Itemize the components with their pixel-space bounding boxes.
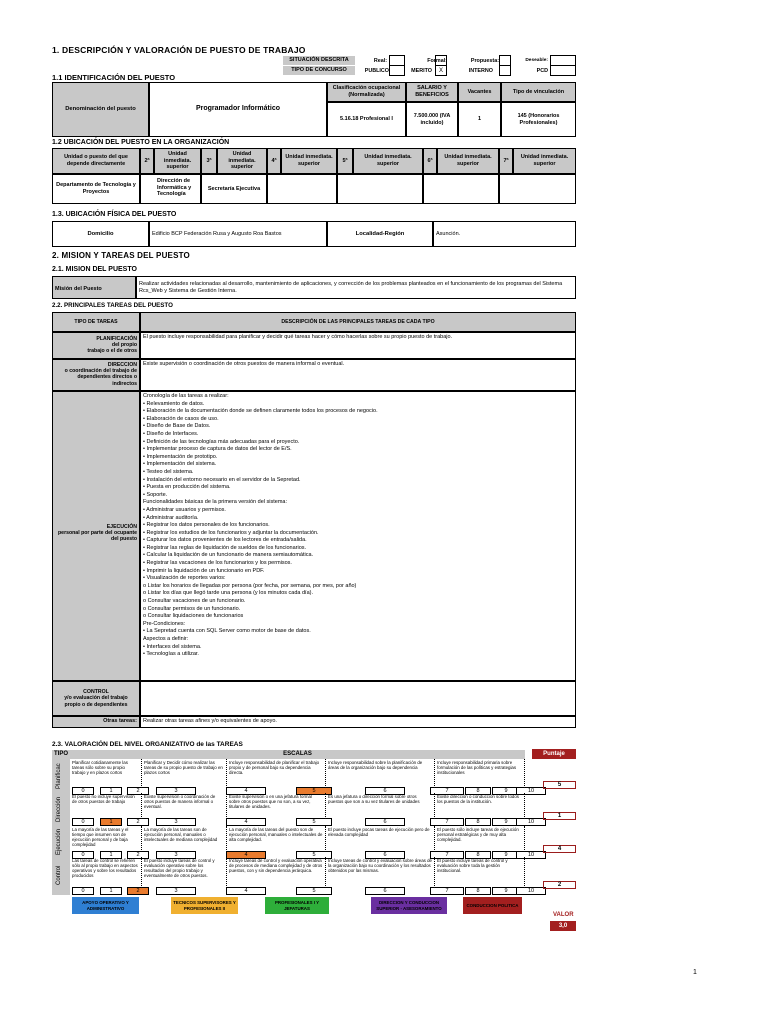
scale-type-cell	[52, 759, 70, 795]
scale-description: El puesto incluye tareas de control y evaluación sobre toda la gestión institucional.	[435, 857, 525, 886]
scale-value-6[interactable]: 6	[365, 887, 405, 895]
otras-value: Realizar otras tareas afines y/o equivalentes de apoyo.	[140, 716, 576, 728]
task-line: • Interfaces del sistema.	[143, 643, 202, 650]
page-title: 1. DESCRIPCIÓN Y VALORACIÓN DE PUESTO DE TRABAJO	[52, 45, 306, 55]
valor-value: 3,0	[550, 921, 576, 931]
propuesta-label: Propuesta:	[470, 58, 499, 64]
scale-value-1[interactable]: 1	[100, 787, 122, 795]
level3-value: Secretaría Ejecutiva	[201, 174, 267, 204]
scale-value-10[interactable]: 10	[516, 818, 546, 826]
vacantes-label: Vacantes	[458, 82, 501, 102]
scale-type-cell	[52, 793, 70, 826]
publico-checkbox[interactable]	[389, 65, 405, 76]
scale-value-0[interactable]: 0	[72, 818, 94, 826]
level-4: 4ª	[267, 148, 281, 174]
scale-value-8[interactable]: 8	[465, 851, 491, 859]
scale-type-label: Planificac	[56, 763, 62, 790]
scale-value-4[interactable]: 4	[226, 851, 266, 859]
unit-value: Departamento de Tecnología y Proyectos	[52, 174, 140, 204]
scale-description: Incluye tareas de control y evaluación operativa de procesos de mediana complejidad y de otros puestos, con y sin dependencia jerárquica.	[227, 857, 326, 886]
scale-description: Existe supervisión o en una jefatura formal sobre otros puestos que no son, a su vez, titulares de unidades.	[227, 793, 326, 817]
task-line: • Implementación de prototipo.	[143, 453, 218, 460]
task-line: • Visualización de reportes varios:	[143, 575, 226, 582]
task-line: • Implementación del sistema.	[143, 461, 217, 468]
level-6: 6ª	[423, 148, 437, 174]
task-line: o Listar los días que llegó tarde una persona (y los minutos cada día).	[143, 590, 313, 597]
scale-value-1[interactable]: 1	[100, 851, 122, 859]
scale-value-6[interactable]: 6	[365, 787, 405, 795]
level2-value: Dirección de Informática y Tecnología	[140, 174, 201, 204]
scale-type-label: Control	[56, 865, 62, 886]
scale-description: La mayoría de las tareas y el tiempo que insumen son de ejecución personal y de baja complejidad	[70, 826, 142, 850]
task-line: • Relevamiento de datos.	[143, 400, 205, 407]
level-5: 5ª	[337, 148, 353, 174]
task-line: • Diseño de Base de Datos.	[143, 423, 211, 430]
direccion-value: Existe supervisión o coordinación de otros puestos de manera informal o eventual.	[140, 359, 576, 391]
mision-heading: 2.1. MISION DEL PUESTO	[52, 266, 137, 273]
superior-7: Unidad inmediata. superior	[513, 148, 576, 174]
scale-value-8[interactable]: 8	[465, 818, 491, 826]
level5-value	[337, 174, 423, 204]
merito-checkbox[interactable]: X	[435, 65, 447, 76]
task-line: • Registrar las vacaciones de los funcionarios y los permisos.	[143, 560, 292, 567]
score-box: 5	[543, 781, 576, 789]
scale-value-5[interactable]: 5	[296, 887, 332, 895]
page-number: 1	[693, 969, 697, 976]
scale-description: Incluye responsabilidad sobre la planificación de áreas de la organización bajo su dependencia	[326, 759, 435, 786]
scale-type-cell	[52, 826, 70, 859]
scale-value-7[interactable]: 7	[430, 887, 464, 895]
score-box: 1	[543, 812, 576, 820]
task-line: o Consultar permisos de un funcionario.	[143, 605, 241, 612]
scale-value-2[interactable]: 2	[127, 818, 149, 826]
tareas-heading: 2.2. PRINCIPALES TAREAS DEL PUESTO	[52, 302, 173, 309]
scale-type-label: Dirección	[56, 796, 62, 822]
scale-value-10[interactable]: 10	[516, 887, 546, 895]
scale-value-2[interactable]: 2	[127, 887, 149, 895]
task-line: • Capturar los datos provenientes de los lectores de entrada/salida.	[143, 537, 307, 544]
vinculacion-label: Tipo de vinculación	[501, 82, 576, 102]
task-line: • Registrar los estudios de los funcionarios y adjuntar la documentación.	[143, 529, 319, 536]
task-line: • Registrar las reglas de liquidación de sueldos de los funcionarios.	[143, 544, 307, 551]
publico-label: PUBLICO	[364, 68, 389, 74]
mision-value: Realizar actividades relacionadas al desarrollo, mantenimiento de aplicaciones, y corrección de los problemas planteados en el funcionamiento de los programas del Sistema Rcs_Web y Sistema de Gestión Interna.	[136, 276, 576, 299]
task-line: o Listar los horarios de llegadas por persona (por fecha, por semana, por mes, por año)	[143, 582, 357, 589]
scale-description: Existe dirección o conducción sobre todos los puestos de la institución.	[435, 793, 525, 817]
scale-description: El puesto incluye pocas tareas de ejecución pero de elevada complejidad	[326, 826, 435, 850]
scale-description: Las tareas de control se refieren sólo al propio trabajo en aspectos operativos y sobre los resultados producidos	[70, 857, 142, 886]
escalas-label: ESCALAS	[70, 750, 525, 759]
task-line: o Consultar liquidaciones de funcionarios	[143, 613, 244, 620]
task-line: • Administrar usuarios y permisos.	[143, 506, 226, 513]
unit-label: Unidad o puesto del que depende directamente	[52, 148, 140, 174]
level7-value	[499, 174, 576, 204]
level-7: 7ª	[499, 148, 513, 174]
task-line: Aspectos a definir:	[143, 636, 189, 642]
scale-value-4[interactable]: 4	[226, 787, 266, 795]
valor-label: VALOR	[553, 912, 574, 918]
scale-description: El puesto no incluye supervisión de otros puestos de trabajo	[70, 793, 142, 817]
level6-value	[423, 174, 499, 204]
task-line: • Puesta en producción del sistema.	[143, 484, 231, 491]
superior-3: Unidad inmediata. superior	[217, 148, 267, 174]
task-line: Funcionalidades básicas de la primera versión del sistema:	[143, 499, 287, 506]
task-line: • Elaboración de la documentación donde se definen claramente todos los procesos de negocio.	[143, 408, 378, 415]
control-value	[140, 681, 576, 716]
direccion-label: DIRECCION o coordinación del trabajo de dependientes directos o indirectos	[52, 359, 140, 391]
scale-value-10[interactable]: 10	[516, 851, 546, 859]
formal-label: Formal:	[427, 58, 447, 64]
denominacion-label: Denominación del puesto	[52, 82, 149, 137]
s12-heading: 1.2 UBICACIÓN DEL PUESTO EN LA ORGANIZACIÓN	[52, 139, 230, 146]
planificacion-value: El puesto incluye responsabilidad para planificar y decidir qué tareas hacer y cómo hacerlas sobre su propio puesto de trabajo.	[140, 332, 576, 359]
interno-label: INTERNO	[468, 68, 493, 74]
score-box: 2	[543, 881, 576, 889]
situacion-label: SITUACIÓN DESCRITA	[283, 56, 355, 65]
level-2: 2ª	[140, 148, 154, 174]
task-line: • Testeo del sistema.	[143, 468, 194, 475]
vacantes-value: 1	[458, 102, 501, 137]
scale-value-9[interactable]: 9	[492, 887, 520, 895]
task-line: • Tecnologías a utilizar.	[143, 651, 199, 658]
task-line: • Soporte.	[143, 491, 168, 498]
superior-5: Unidad inmediata. superior	[353, 148, 423, 174]
scale-value-4[interactable]: 4	[226, 818, 266, 826]
salario-value: 7.500.000 (IVA incluido)	[406, 102, 458, 137]
deseable-label: Deseable:	[525, 58, 548, 63]
task-line: Cronología de las tareas a realizar:	[143, 393, 229, 399]
scale-value-10[interactable]: 10	[516, 787, 546, 795]
scale-description: El puesto incluye tareas de control y evaluación operativo sobre los resultados del propio trabajo y eventualmente de otros puestos.	[142, 857, 227, 886]
pcd-label: PCD	[536, 68, 548, 74]
scale-description: Planificar cotidianamente las tareas sólo sobre su propio trabajo y en plazos cortos	[70, 759, 142, 786]
domicilio-label: Domicilio	[52, 221, 149, 247]
clasificacion-value: 5.16.18 Profesional I	[327, 102, 406, 137]
scale-value-0[interactable]: 0	[72, 887, 94, 895]
scale-value-6[interactable]: 6	[365, 818, 405, 826]
task-line: Pre-Condiciones:	[143, 620, 186, 627]
scale-value-5[interactable]: 5	[296, 851, 332, 859]
task-line: • Imprimir la liquidación de un funcionario en PDF.	[143, 567, 265, 574]
localidad-value: Asunción.	[433, 221, 576, 247]
legend-item: APOYO OPERATIVO Y ADMINISTRATIVO	[72, 897, 139, 914]
scale-type-label: Ejecución	[56, 829, 62, 856]
localidad-label: Localidad-Región	[327, 221, 433, 247]
ejecucion-label: EJECUCIÓN personal por parte del ocupante del puesto	[52, 391, 140, 681]
scale-value-5[interactable]: 5	[296, 787, 332, 795]
s23-heading: 2.3. VALORACIÓN DEL NIVEL ORGANIZATIVO de las TAREAS	[52, 741, 243, 748]
legend-item: CONDUCCION POLITICA	[463, 897, 522, 914]
otras-label: Otras tareas:	[52, 716, 140, 728]
control-label: CONTROL y/o evaluación del trabajo propio o de dependientes	[52, 681, 140, 716]
superior-6: Unidad inmediata. superior	[437, 148, 499, 174]
puntaje-label: Puntaje	[532, 749, 576, 759]
task-line: • Implementar proceso de captura de datos del lector de E/S.	[143, 446, 292, 453]
domicilio-value: Edificio BCP Federación Rusa y Augusto Roa Bastos	[149, 221, 327, 247]
s11-heading: 1.1 IDENTIFICACIÓN DEL PUESTO	[52, 73, 176, 82]
tipo-label: TIPO	[52, 750, 70, 759]
scale-value-9[interactable]: 9	[492, 851, 520, 859]
concurso-label: TIPO DE CONCURSO	[283, 66, 355, 75]
scale-description: Planificar y Decidir cómo realizar las tareas de su propio puesto de trabajo en plazos cortos	[142, 759, 227, 786]
scale-description: La mayoría de las tareas del puesto son de ejecución personal, manuales o intelectuales de alta complejidad.	[227, 826, 326, 850]
task-line: • Elaboración de casos de uso.	[143, 415, 219, 422]
scale-description: La mayoría de las tareas son de ejecución personal, manuales o intelectuales de mediana complejidad	[142, 826, 227, 850]
real-label: Real:	[373, 58, 387, 64]
s13-heading: 1.3. UBICACIÓN FÍSICA DEL PUESTO	[52, 211, 177, 218]
task-line: • Administrar auditoría.	[143, 514, 199, 521]
scale-value-7[interactable]: 7	[430, 851, 464, 859]
scale-description: Es una jefatura o dirección formal sobre otros puestos que son a su vez titulares de unidades	[326, 793, 435, 817]
superior-4: Unidad inmediata. superior	[281, 148, 337, 174]
clasificacion-label: Clasificación ocupacional (Normalizada)	[327, 82, 406, 102]
score-box: 4	[543, 845, 576, 853]
scale-value-4[interactable]: 4	[226, 887, 266, 895]
scale-description: Incluye responsabilidad primaria sobre formulación de las políticas y estrategias institucionales	[435, 759, 525, 786]
scale-value-1[interactable]: 1	[100, 887, 122, 895]
denominacion-value: Programador Informático	[149, 82, 327, 137]
merito-label: MERITO	[411, 68, 432, 74]
ejecucion-value	[140, 391, 576, 681]
scale-value-2[interactable]: 2	[127, 851, 149, 859]
task-line: • Calcular la liquidación de un funcionario de manera semiautomática.	[143, 552, 314, 559]
scale-type-cell	[52, 857, 70, 895]
scale-value-7[interactable]: 7	[430, 787, 464, 795]
scale-value-8[interactable]: 8	[465, 787, 491, 795]
scale-value-1[interactable]: 1	[100, 818, 122, 826]
scale-value-2[interactable]: 2	[127, 787, 149, 795]
pcd-checkbox[interactable]	[550, 65, 576, 76]
scale-description: Incluye tareas de control y evaluación sobre áreas de la organización bajo su coordinación y los resultados obtenidos por las mismas.	[326, 857, 435, 886]
scale-value-5[interactable]: 5	[296, 818, 332, 826]
scale-value-9[interactable]: 9	[492, 818, 520, 826]
superior-2: Unidad inmediata. superior	[154, 148, 201, 174]
legend-item: TECNICOS SUPERVISORES Y PROFESIONALES II	[171, 897, 238, 914]
scale-value-3[interactable]: 3	[156, 887, 196, 895]
task-line: • Instalación del entorno necesario en el servidor de la Sepretad.	[143, 476, 301, 483]
legend-item: PROFESIONALES I Y JEFATURAS	[265, 897, 329, 914]
level-3: 3ª	[201, 148, 217, 174]
tipo-tareas-label: TIPO DE TAREAS	[52, 312, 140, 332]
scale-value-8[interactable]: 8	[465, 887, 491, 895]
level4-value	[267, 174, 337, 204]
scale-value-9[interactable]: 9	[492, 787, 520, 795]
s2-heading: 2. MISION Y TAREAS DEL PUESTO	[52, 251, 190, 260]
vinculacion-value: 145 (Honorarios Profesionales)	[501, 102, 576, 137]
task-line: o Consultar vacaciones de un funcionario.	[143, 598, 246, 605]
task-line: • Diseño de Interfaces.	[143, 430, 199, 437]
mision-label: Misión del Puesto	[52, 276, 136, 299]
desc-tareas-label: DESCRIPCIÓN DE LAS PRINCIPALES TAREAS DE CADA TIPO	[140, 312, 576, 332]
interno-checkbox[interactable]	[499, 65, 511, 76]
task-line: • Definición de las tecnologías más adecuadas para el proyecto.	[143, 438, 300, 445]
scale-value-3[interactable]: 3	[156, 818, 196, 826]
salario-label: SALARIO Y BENEFICIOS	[406, 82, 458, 102]
scale-value-7[interactable]: 7	[430, 818, 464, 826]
legend-item: DIRECCION Y CONDUCCION SUPERIOR - ASESORAMIENTO	[371, 897, 447, 914]
task-line: • Registrar los datos personales de los funcionarios.	[143, 522, 270, 529]
scale-value-3[interactable]: 3	[156, 787, 196, 795]
scale-description: Incluye responsabilidad de planificar el trabajo propio y de personal bajo su dependencia directa.	[227, 759, 326, 786]
scale-value-0[interactable]: 0	[72, 787, 94, 795]
scale-description: Existe supervisión o coordinación de otros puestos de manera informal o eventual.	[142, 793, 227, 817]
scale-value-6[interactable]: 6	[365, 851, 405, 859]
scale-description: El puesto sólo incluye tareas de ejecución personal estratégicas y de muy alta complejidad.	[435, 826, 525, 850]
scale-value-3[interactable]: 3	[156, 851, 196, 859]
scale-value-0[interactable]: 0	[72, 851, 94, 859]
task-line: • La Sepretad cuenta con SQL Server como motor de base de datos.	[143, 628, 311, 635]
planificacion-label: PLANIFICACIÓN del propio trabajo o el de otros	[52, 332, 140, 359]
